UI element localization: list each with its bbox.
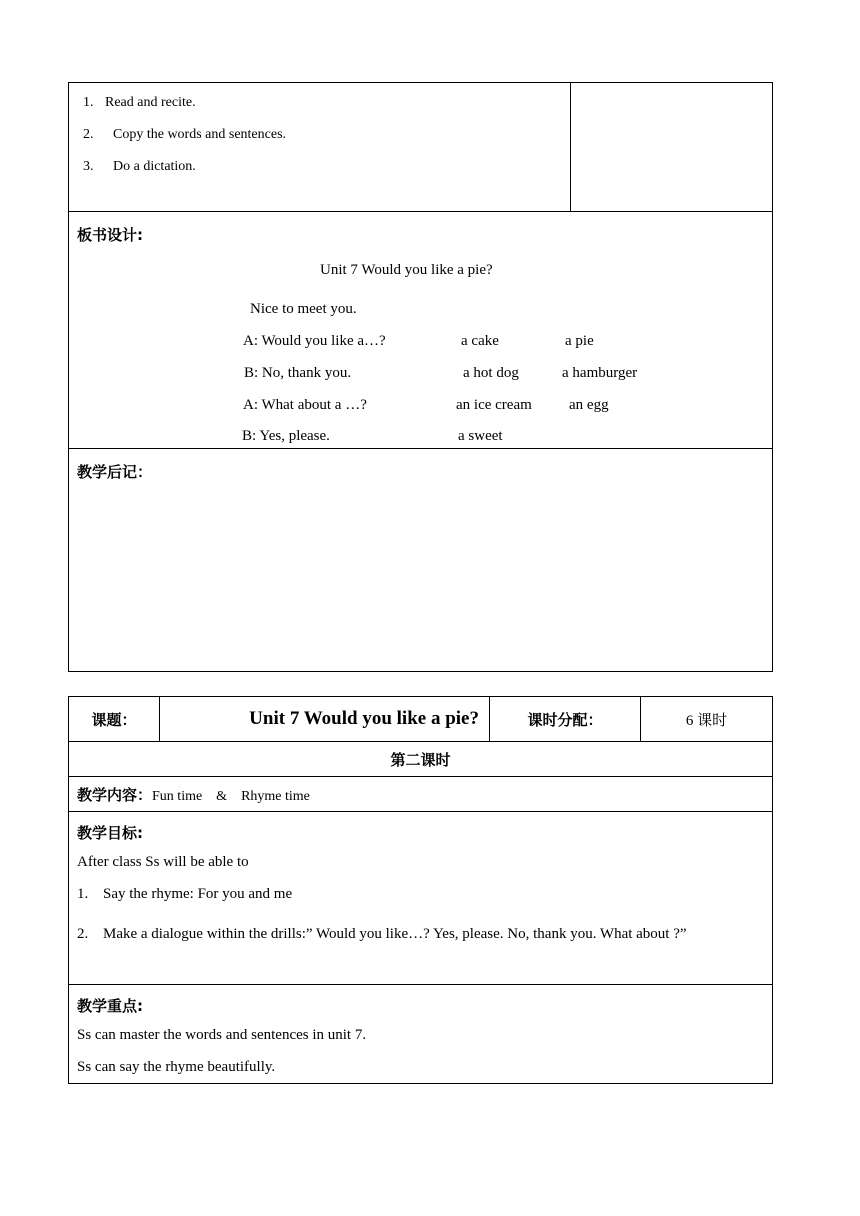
content-label: 教学内容： <box>77 785 153 804</box>
hours-value: 6 课时 <box>641 697 773 742</box>
board-dialogue-line: A: What about a …? <box>243 397 367 413</box>
board-word: a cake <box>461 333 499 349</box>
lesson-plan-table-1 <box>68 82 773 672</box>
key-point: Ss can say the rhyme beautifully. <box>77 1059 276 1075</box>
content-row <box>69 777 773 812</box>
board-word: a hot dog <box>463 365 519 381</box>
topic-label: 课题： <box>69 697 160 742</box>
homework-item: 1. Read and recite. <box>83 95 196 110</box>
key-points-cell <box>69 985 773 1084</box>
key-points-label: 教学重点: <box>77 997 143 1015</box>
goals-cell <box>69 812 773 985</box>
key-point: Ss can master the words and sentences in unit 7. <box>77 1027 367 1043</box>
board-greeting: Nice to meet you. <box>250 301 357 317</box>
period-title: 第二课时 <box>69 742 773 777</box>
homework-item: 2. Copy the words and sentences. <box>83 127 287 142</box>
board-dialogue-line: B: Yes, please. <box>242 428 330 444</box>
reflection-cell <box>69 449 773 672</box>
goals-intro: After class Ss will be able to <box>77 854 249 870</box>
board-dialogue-line: B: No, thank you. <box>244 365 352 381</box>
goals-label: 教学目标: <box>77 824 143 842</box>
board-title: Unit 7 Would you like a pie? <box>320 262 493 278</box>
board-word: an egg <box>569 397 609 413</box>
board-word: a pie <box>565 333 594 349</box>
topic-value-cell <box>160 697 490 742</box>
homework-cell <box>69 83 571 212</box>
lesson-plan-table-2 <box>68 696 773 1084</box>
reflection-label: 教学后记： <box>77 463 153 481</box>
topic-value: Unit 7 Would you like a pie? <box>249 708 479 729</box>
homework-side-cell <box>571 83 773 212</box>
board-design-cell <box>69 212 773 449</box>
board-design-label: 板书设计: <box>77 226 143 244</box>
homework-item: 3. Do a dictation. <box>83 159 196 174</box>
board-word: a sweet <box>458 428 503 444</box>
board-word: a hamburger <box>562 365 638 381</box>
board-word: an ice cream <box>456 397 532 413</box>
content-value: Fun time & Rhyme time <box>152 788 310 804</box>
goal-item: 2. Make a dialogue within the drills:” Would you like…? Yes, please. No, thank you. What about ?” <box>77 926 687 942</box>
hours-label: 课时分配： <box>490 697 641 742</box>
board-dialogue-line: A: Would you like a…? <box>243 333 386 349</box>
goal-item: 1. Say the rhyme: For you and me <box>77 886 293 902</box>
